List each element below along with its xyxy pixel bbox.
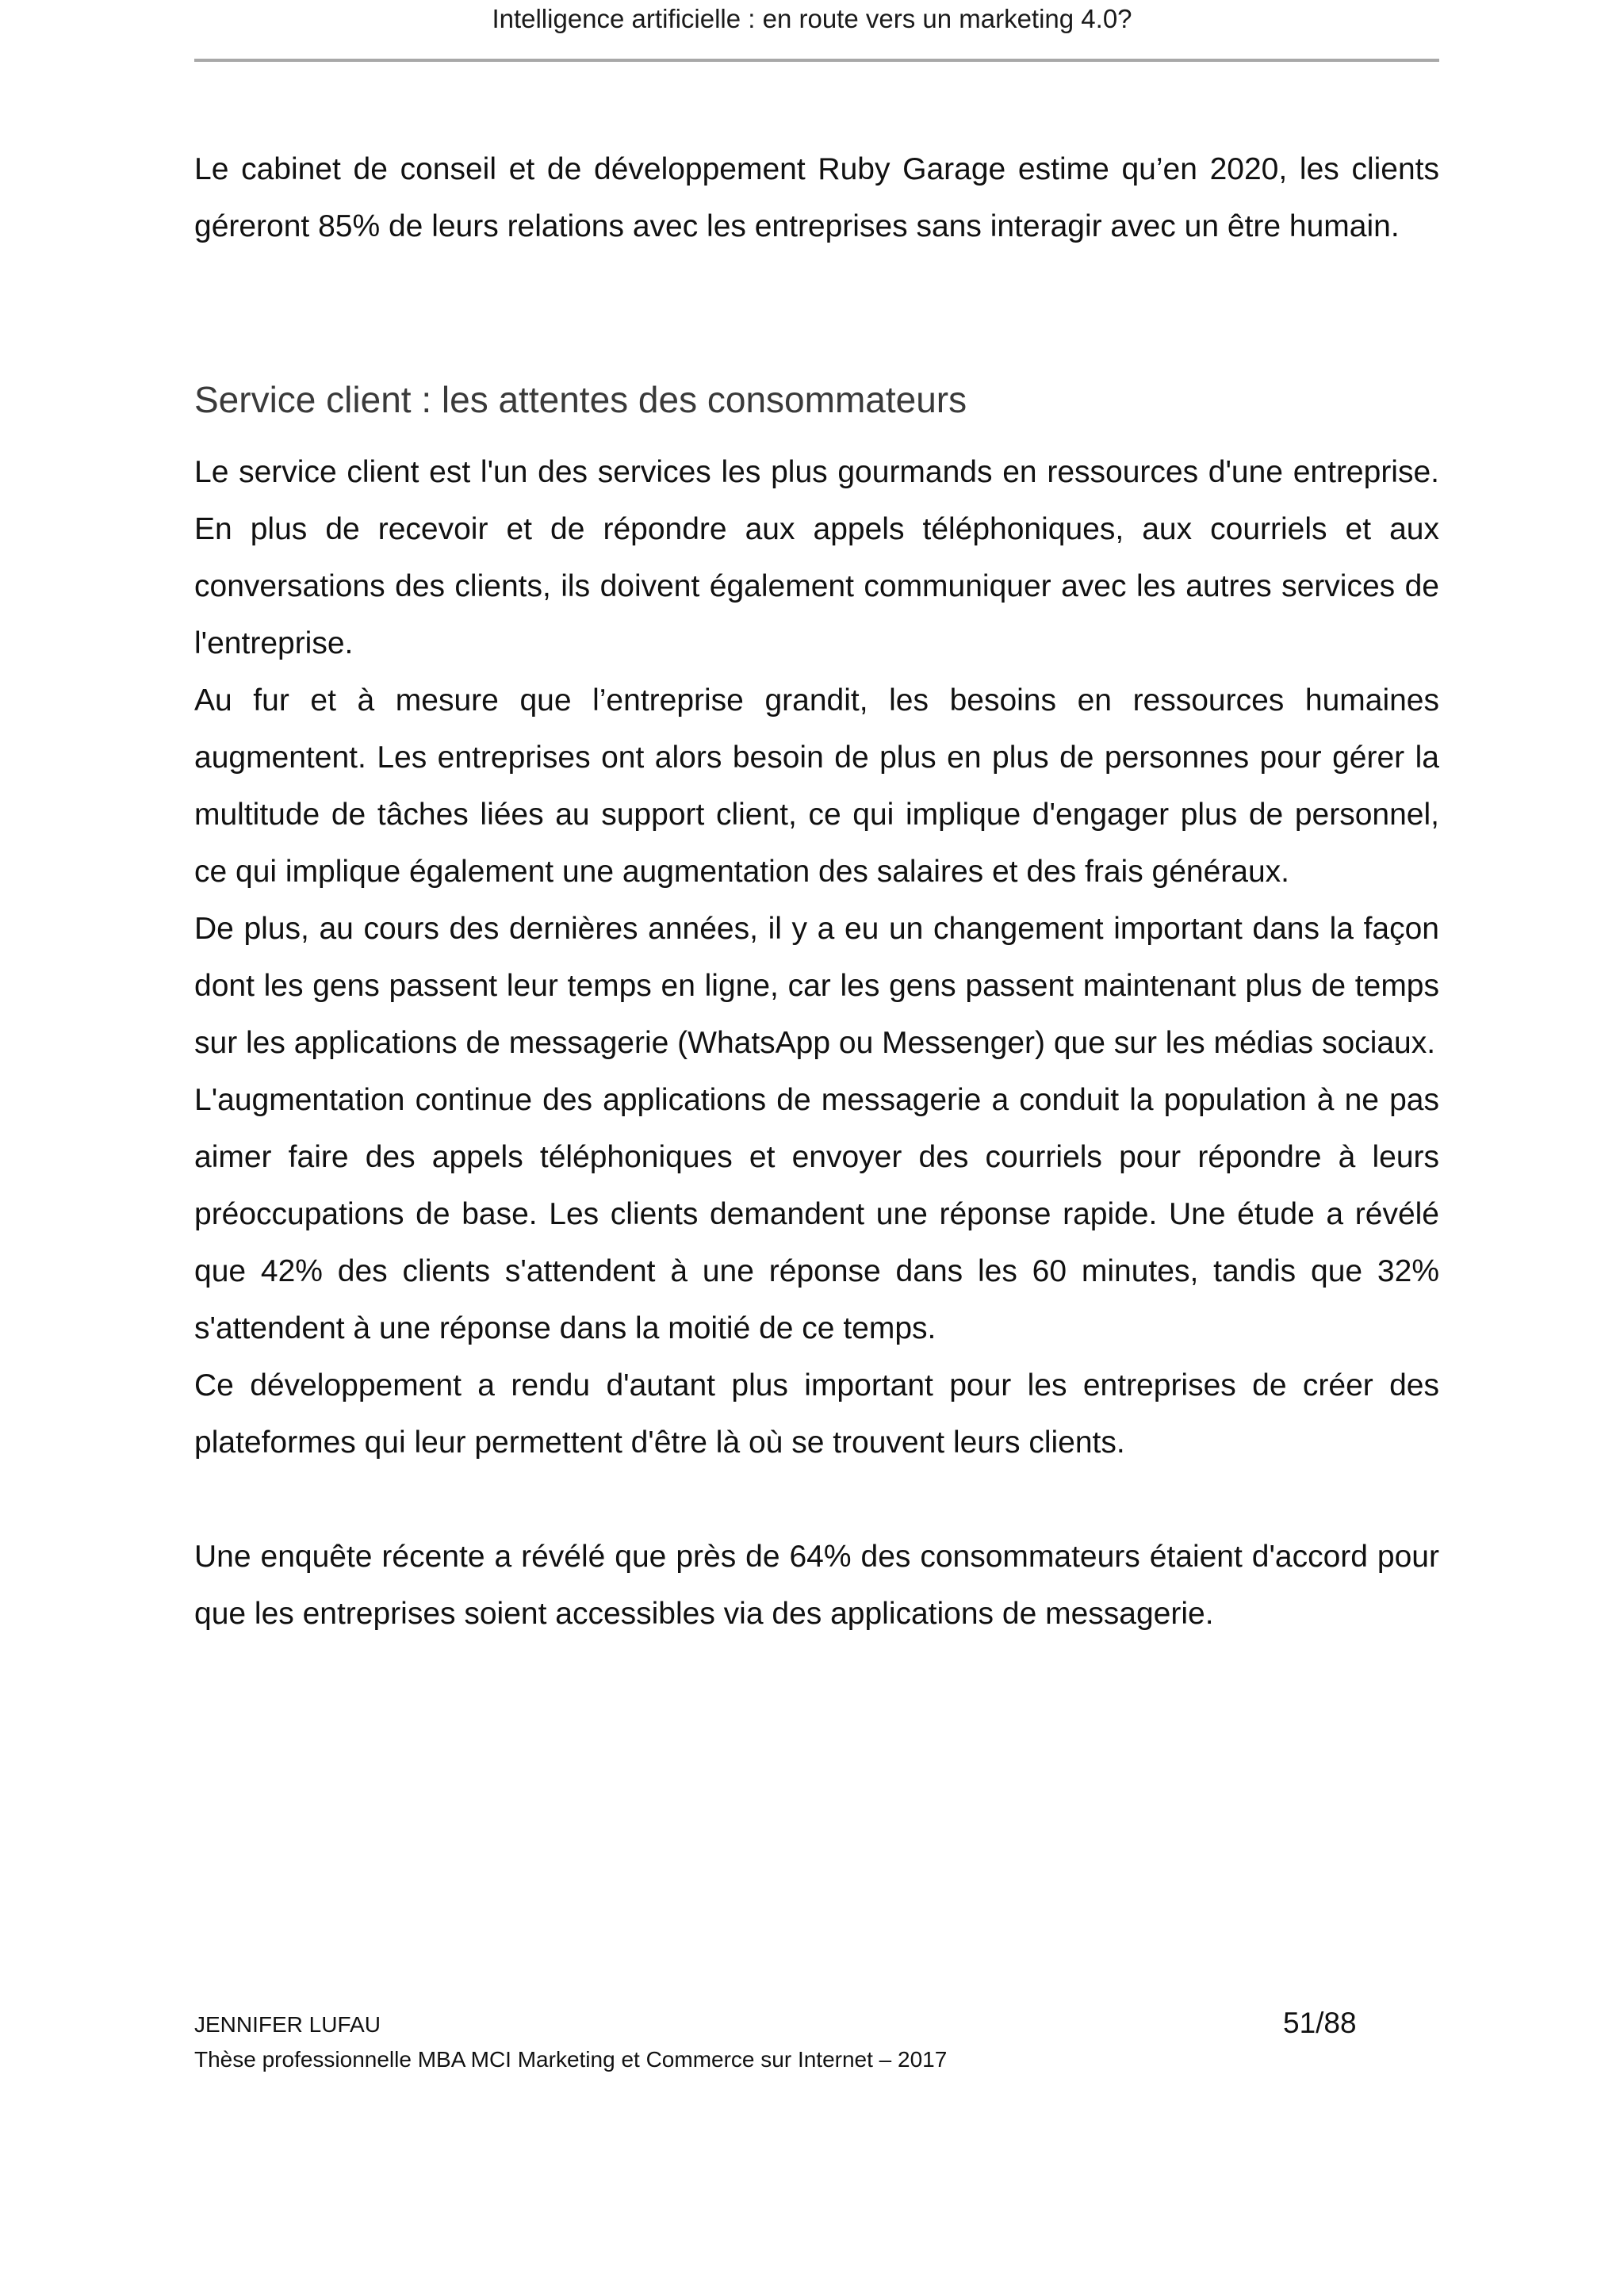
running-header-title: Intelligence artificielle : en route vers un marketing 4.0? [492,4,1132,33]
intro-paragraph: Le cabinet de conseil et de développement Ruby Garage estime qu’en 2020, les clients géreront 85% de leurs relations avec les entreprises sans interagir avec un être humain. [194,152,1439,243]
body-paragraph: Au fur et à mesure que l’entreprise grandit, les besoins en ressources humaines augmentent. Les entreprises ont alors besoin de plus en plus de personnes pour gérer la multitude de tâches liées au support client, ce qui implique d'engager plus de personnel, ce qui implique également une augmentation des salaires et des frais généraux. [194,683,1439,889]
page-number: 51/88 [1283,2007,1357,2039]
body-paragraph: De plus, au cours des dernières années, il y a eu un changement important dans la façon dont les gens passent leur temps en ligne, car les gens passent maintenant plus de temps sur les applications de messagerie (WhatsApp ou Messenger) que sur les médias sociaux. [194,912,1439,1060]
footer-thesis-title: Thèse professionnelle MBA MCI Marketing et Commerce sur Internet – 2017 [194,2047,948,2072]
header-divider [194,59,1439,62]
section-heading: Service client : les attentes des consommateurs [194,379,967,420]
footer-author: JENNIFER LUFAU [194,2012,381,2037]
page-body [194,141,1439,1643]
body-paragraph: Ce développement a rendu d'autant plus important pour les entreprises de créer des plateformes qui leur permettent d'être là où se trouvent leurs clients. [194,1368,1439,1460]
body-paragraph: L'augmentation continue des applications de messagerie a conduit la population à ne pas aimer faire des appels téléphoniques et envoyer des courriels pour répondre à leurs préoccupations de base. Les clients demandent une réponse rapide. Une étude a révélé que 42% des clients s'attendent à une réponse dans les 60 minutes, tandis que 32% s'attendent à une réponse dans la moitié de ce temps. [194,1083,1439,1345]
closing-paragraph: Une enquête récente a révélé que près de 64% des consommateurs étaient d'accord pour que les entreprises soient accessibles via des applications de messagerie. [194,1540,1439,1631]
body-paragraph: Le service client est l'un des services les plus gourmands en ressources d'une entreprise. En plus de recevoir et de répondre aux appels téléphoniques, aux courriels et aux conversations des clients, ils doivent également communiquer avec les autres services de l'entreprise. [194,455,1439,660]
